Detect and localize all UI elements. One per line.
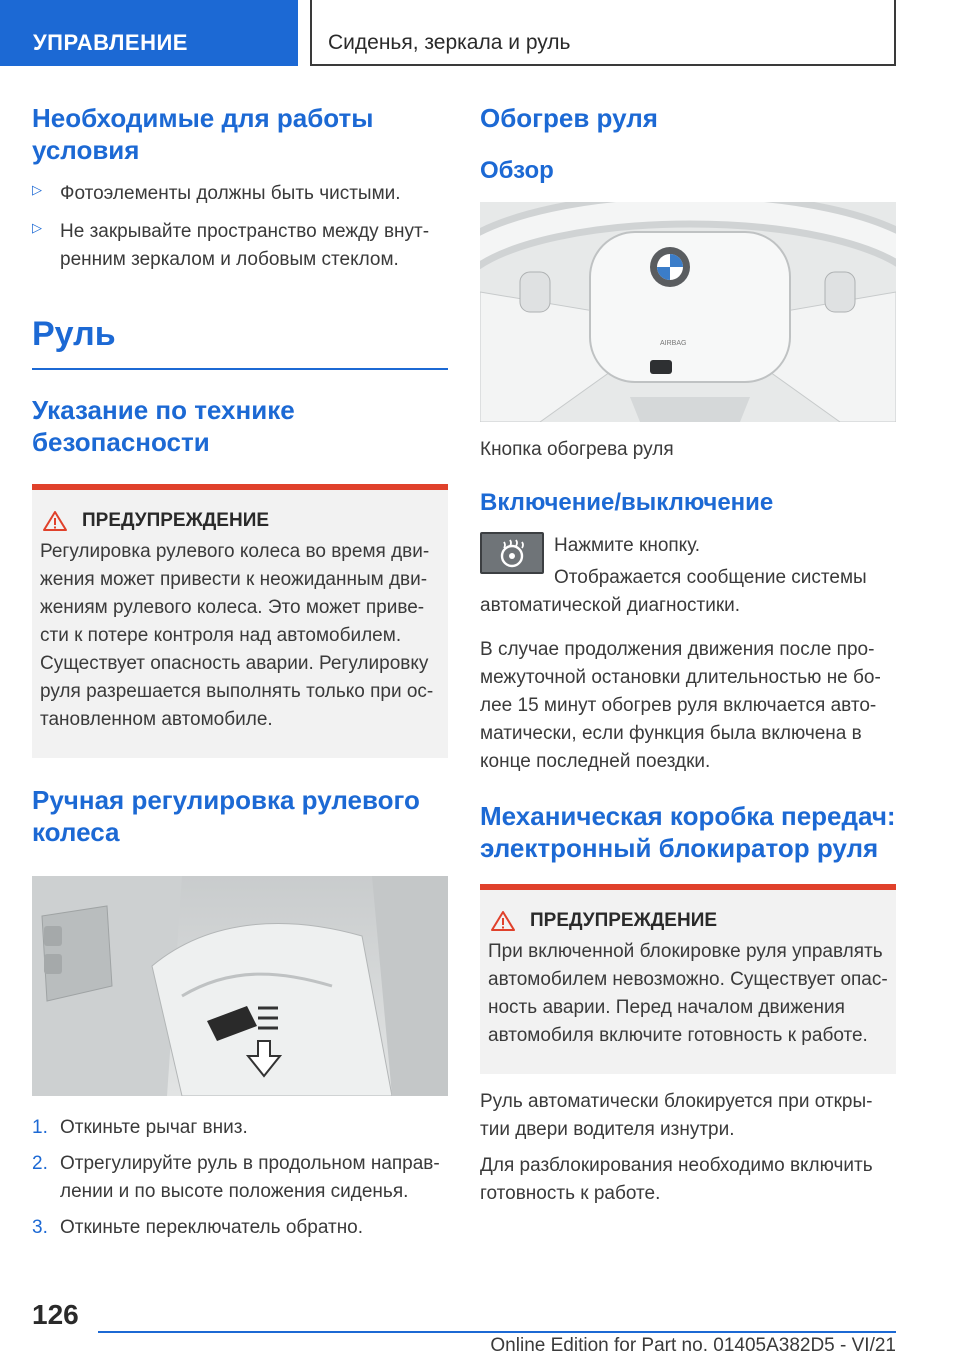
warning-box [480, 884, 896, 1074]
left-column [32, 102, 448, 1242]
list-item: 3. Откиньте переключатель обратно. [32, 1217, 364, 1238]
warning-text: Регулировка рулевого колеса во время дви-жения может привести к неожиданным дви-жениям рулевого колеса. Это может приве-сти к потере контроля над автомобилем. Существует опасность аварии. Регулировку руля разрешается выполнять только при ос-тановленном автомобиле. [40, 541, 434, 730]
list-item: 2. Отрегулируйте руль в продольном направ-лении и по высоте положения сиденья. [32, 1153, 440, 1202]
airbag-logo: AIRBAG [660, 340, 687, 347]
lock-heading: Механическая коробка передач: электронный блокиратор руля [480, 801, 896, 863]
triangle-bullet-icon: ▷ [32, 220, 42, 235]
list-item: ▷ Фотоэлементы должны быть чистыми. [32, 182, 401, 204]
onoff-heading: Включение/выключение [480, 489, 774, 516]
steering-wheel-illustration [480, 202, 896, 422]
safety-heading: Указание по технике безопасности [32, 395, 295, 457]
lock-text-2: Для разблокирования необходимо включить готовность к работе. [480, 1155, 873, 1204]
warning-triangle-icon [490, 910, 516, 932]
heating-button-icon [480, 532, 544, 574]
section-tab: УПРАВЛЕНИЕ [0, 0, 298, 66]
warning-label: ПРЕДУПРЕЖДЕНИЕ [82, 510, 270, 531]
warning-box [32, 484, 448, 758]
image-caption: Кнопка обогрева руля [480, 439, 674, 460]
warning-triangle-icon [42, 510, 68, 532]
triangle-bullet-icon: ▷ [32, 182, 42, 197]
continue-text: В случае продолжения движения после про-межуточной остановки длительностью не бо-лее 15 минут обогрев руля включается авто-матически, если функция была включена в конце последней поездки. [480, 639, 881, 772]
steering-column-illustration [32, 876, 448, 1096]
list-item: 1. Откиньте рычаг вниз. [32, 1117, 248, 1138]
message-text: Отображается сообщение системы автоматической диагностики. [480, 567, 867, 616]
heating-heading: Обогрев руля [480, 103, 658, 133]
edition-text: Online Edition for Part no. 01405A382D5 - VI/21 [490, 1335, 896, 1356]
press-text: Нажмите кнопку. [554, 535, 701, 556]
list-item: ▷ Не закрывайте пространство между внут-ренним зеркалом и лобовым стеклом. [32, 220, 430, 270]
conditions-heading: Необходимые для работы условия [32, 103, 374, 165]
steering-wheel-image [480, 202, 896, 422]
section-divider [32, 368, 448, 370]
footer-divider [98, 1331, 896, 1333]
right-column [480, 102, 896, 1208]
warning-label: ПРЕДУПРЕЖДЕНИЕ [530, 910, 718, 931]
manual-adjust-heading: Ручная регулировка рулевого колеса [32, 785, 420, 847]
overview-heading: Обзор [480, 157, 554, 184]
page-number: 126 [32, 1299, 79, 1330]
wheel-heading: Руль [32, 315, 116, 353]
lock-text-1: Руль автоматически блокируется при откры-тии двери водителя изнутри. [480, 1091, 873, 1140]
warning-text: При включенной блокировке руля управлять автомобилем невозможно. Существует опас-ность аварии. Перед началом движения автомобиля включите готовность к работе. [488, 941, 888, 1046]
chapter-title: Сиденья, зеркала и руль [310, 0, 896, 66]
lever-image [32, 876, 448, 1096]
